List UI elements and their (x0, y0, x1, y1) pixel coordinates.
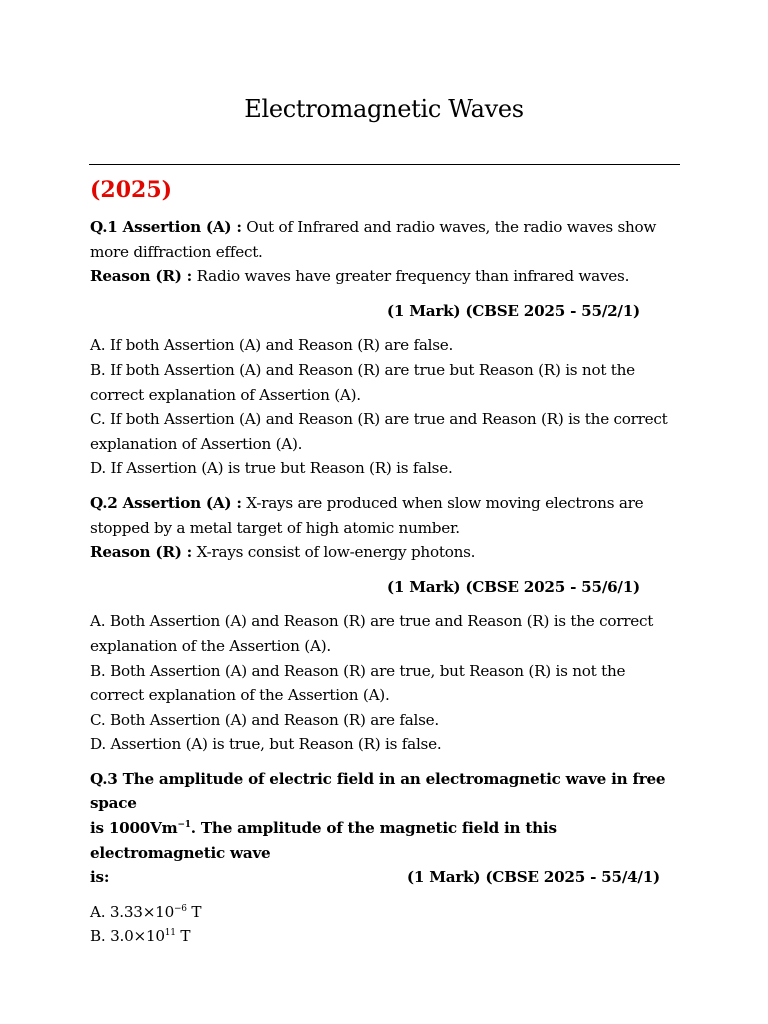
q1-option-d: D. If Assertion (A) is true but Reason (R) is false. (90, 459, 453, 478)
q2-label: Q.2 Assertion (A) : (90, 493, 242, 512)
question-3-line-2: is $1000Vm^{-1}$. The amplitude of the magnetic field in this electromagnetic wave (90, 819, 557, 862)
question-1-assertion-cont: more diffraction effect. (90, 242, 263, 261)
question-3-line-1: Q.3 The amplitude of electric field in an electromagnetic wave in free space (90, 769, 666, 813)
q1-option-c: C. If both Assertion (A) and Reason (R) are true and Reason (R) is the correct (90, 410, 668, 429)
q3-option-a: A. $3.33\times 10^{-6}$ T (90, 902, 202, 921)
question-2-assertion: Q.2 Assertion (A) : X-rays are produced when slow moving electrons are (90, 493, 644, 512)
year-heading: (2025) (90, 177, 173, 203)
q2-option-a-cont: explanation of the Assertion (A). (90, 636, 331, 655)
title-divider (89, 164, 680, 165)
question-1-reason: Reason (R) : Radio waves have greater frequency than infrared waves. (90, 267, 630, 286)
question-2-reason: Reason (R) : X-rays consist of low-energy photons. (90, 543, 476, 562)
page-title: Electromagnetic Waves (244, 95, 524, 123)
question-2-marks: (1 Mark) (CBSE 2025 - 55/6/1) (386, 577, 640, 596)
q2-option-a: A. Both Assertion (A) and Reason (R) are true and Reason (R) is the correct (90, 612, 654, 631)
q3-option-b: B. $3.0\times 10^{11}$ T (90, 927, 191, 946)
question-1-assertion: Q.1 Assertion (A) : Out of Infrared and radio waves, the radio waves show (90, 218, 657, 236)
question-1-marks: (1 Mark) (CBSE 2025 - 55/2/1) (386, 301, 640, 320)
q2-option-d: D. Assertion (A) is true, but Reason (R) is false. (90, 735, 442, 754)
q1-option-b-cont: correct explanation of Assertion (A). (90, 385, 361, 404)
question-2-assertion-cont: stopped by a metal target of high atomic number. (90, 518, 460, 537)
questions-content (90, 215, 690, 949)
question-3-marks: (1 Mark) (CBSE 2025 - 55/4/1) (406, 868, 660, 887)
q1-option-b: B. If both Assertion (A) and Reason (R) are true but Reason (R) is not the (90, 360, 635, 379)
q1-label: Q.1 Assertion (A) : (90, 218, 242, 236)
q1-option-a: A. If both Assertion (A) and Reason (R) are false. (90, 336, 454, 355)
q1-option-c-cont: explanation of Assertion (A). (90, 434, 303, 453)
q2-option-b-cont: correct explanation of the Assertion (A). (90, 686, 390, 705)
q2-option-c: C. Both Assertion (A) and Reason (R) are false. (90, 710, 439, 729)
question-3-line-3: is: (1 Mark) (CBSE 2025 - 55/4/1) (90, 865, 690, 890)
q2-option-b: B. Both Assertion (A) and Reason (R) are true, but Reason (R) is not the (90, 661, 626, 680)
